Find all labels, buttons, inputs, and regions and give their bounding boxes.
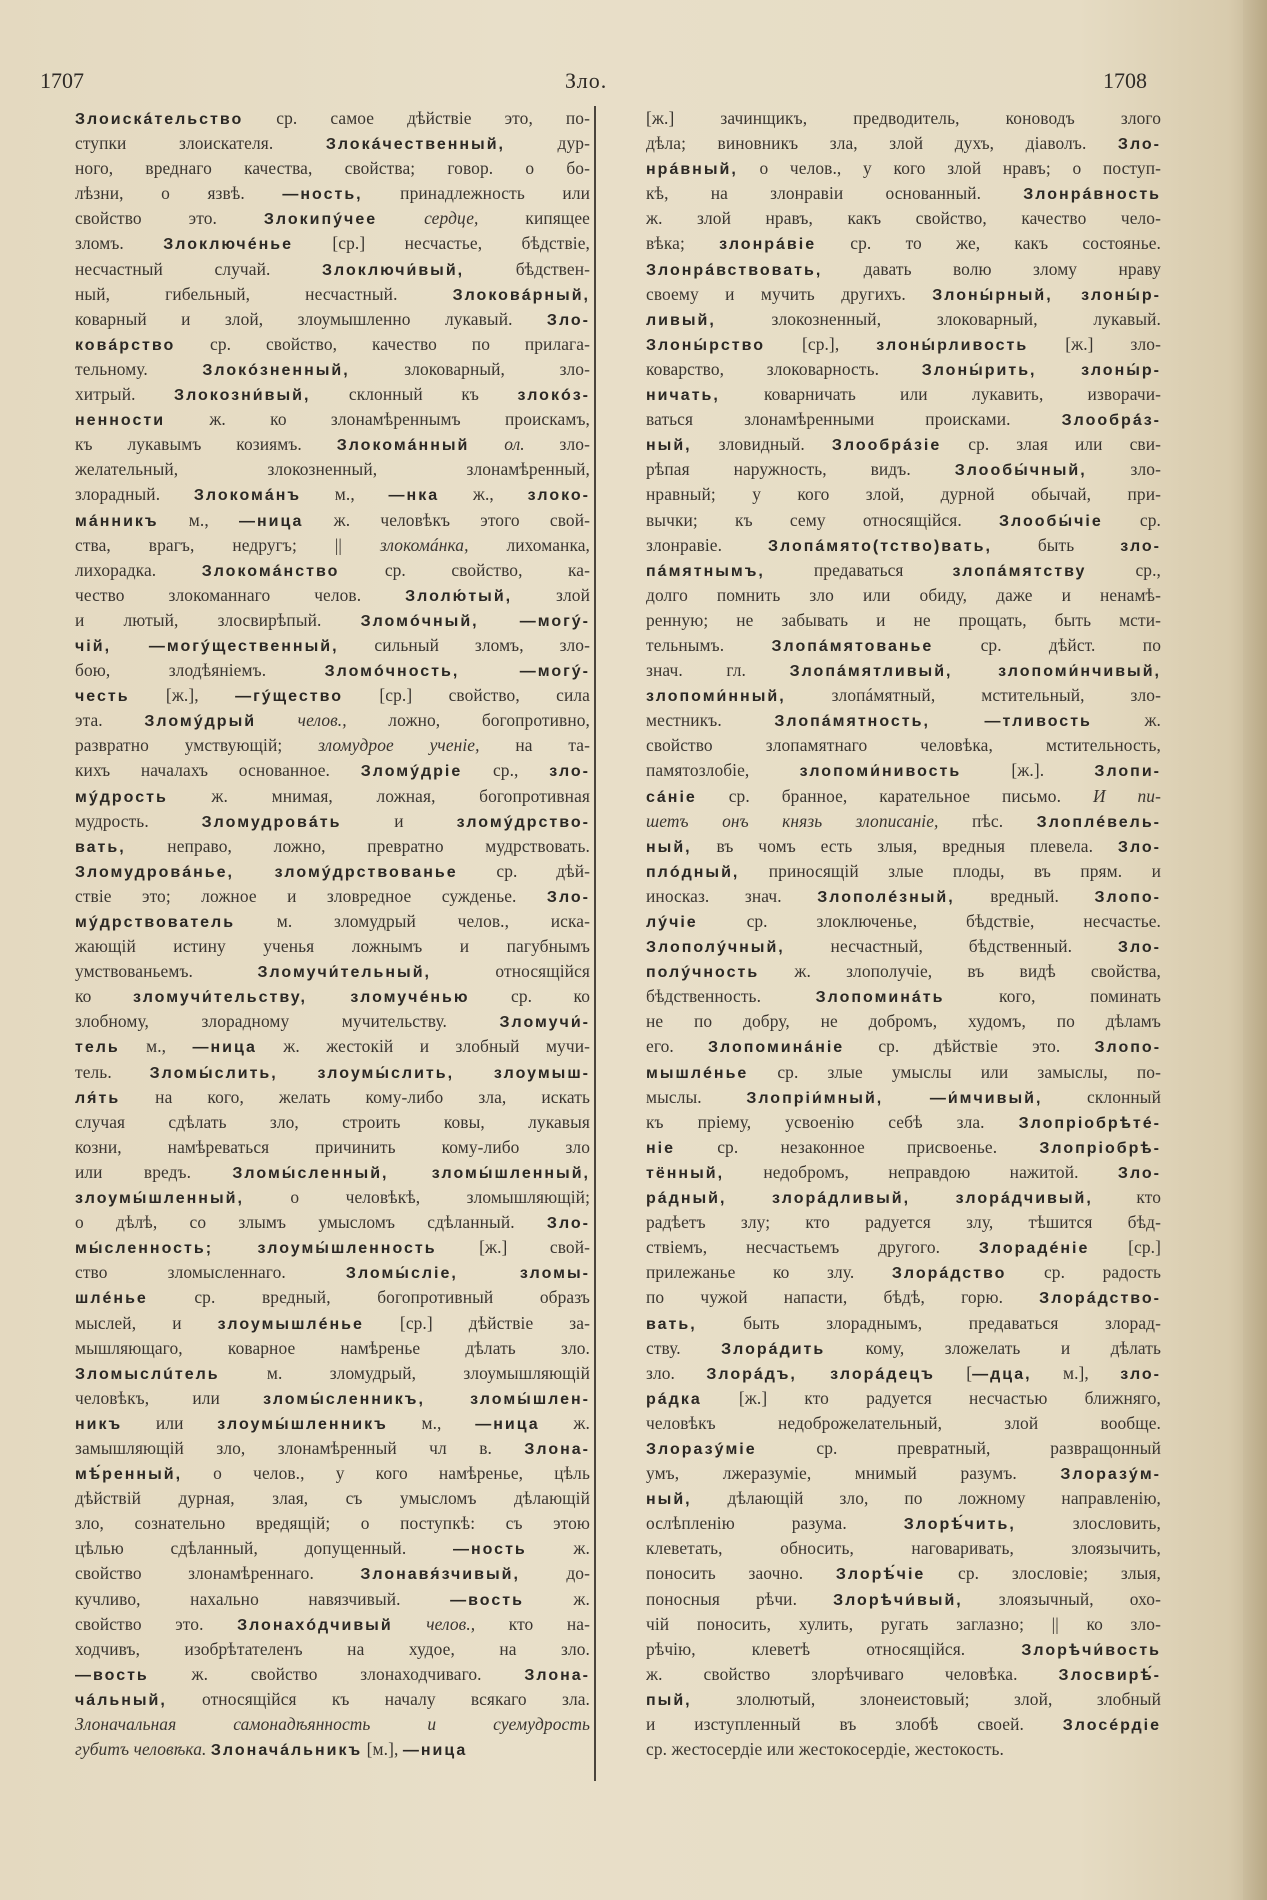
text-line: Злонрáвствовать, давать волю злому нраву xyxy=(646,258,1161,279)
text-line: сáніе ср. бранное, карательное письмо. И пи- xyxy=(646,785,1161,806)
text-line: зломъ. Злоключéнье [ср.] несчастье, бѣдствіе, xyxy=(75,233,590,254)
text-line: свойство злопамятнаго человѣка, мстительность, xyxy=(646,735,1161,756)
text-line: злобному, злорадному мучительству. Зломучи́- xyxy=(75,1011,590,1032)
text-line: ство зломысленнаго. Зломы́сліе, зломы- xyxy=(75,1262,590,1283)
text-line: развратно умствующій; зломудрое ученіе, на та- xyxy=(75,735,590,756)
text-line: нравный; у кого злой, дурной обычай, при- xyxy=(646,484,1161,505)
text-line: лихорадка. Злокомáнство ср. свойство, ка- xyxy=(75,559,590,580)
text-line: ж. злой нравъ, какъ свойство, качество чело- xyxy=(646,208,1161,229)
text-line: вать, быть злораднымъ, предаваться злорад- xyxy=(646,1312,1161,1333)
text-line: дѣйствій дурная, злая, съ умысломъ дѣлающій xyxy=(75,1488,590,1509)
text-line: тённый, недобромъ, неправдою нажитой. Зло- xyxy=(646,1161,1161,1182)
text-line: вычки; къ сему относящійся. Злообы́чіе ср. xyxy=(646,509,1161,530)
text-line: ср. жестосердіе или жестокосердіе, жестокость. xyxy=(646,1739,1005,1760)
text-line: своему и мучить другихъ. Злоны́рный, злоны́р- xyxy=(646,283,1161,304)
text-line: рѣчію, клеветѣ относящійся. Злорѣчи́вость xyxy=(646,1638,1161,1659)
page-edge-shadow xyxy=(1243,0,1267,1900)
text-line: ный, гибельный, несчастный. Злоковáрный, xyxy=(75,283,590,304)
text-line: Злоразýміе ср. превратный, развращонный xyxy=(646,1437,1161,1458)
text-line: бою, злодѣяніемъ. Зломóчность, —могý- xyxy=(75,660,590,681)
text-line: по чужой напасти, бѣдѣ, горю. Злорáдство- xyxy=(646,1287,1161,1308)
text-line: памятозлобіе, злопоми́нивость [ж.]. Злопи- xyxy=(646,760,1161,781)
text-line: Злополýчный, несчастный, бѣдственный. Зло- xyxy=(646,936,1161,957)
text-line: ковáрство ср. свойство, качество по прилага- xyxy=(75,333,590,354)
text-line: вѣка; злонрáвіе ср. то же, какъ состоянье. xyxy=(646,233,1161,254)
text-line: ходчивъ, изобрѣтателенъ на худое, на зло. xyxy=(75,1638,590,1659)
text-line: къ пріему, усвоенію себѣ зла. Злопріобрѣтé- xyxy=(646,1111,1161,1132)
text-line: долго помнить зло или обиду, даже и ненамѣ- xyxy=(646,584,1161,605)
text-line: дѣла; виновникъ зла, злой духъ, діаволъ. Зло- xyxy=(646,133,1161,154)
text-line: или вредъ. Зломы́сленный, зломы́шленный, xyxy=(75,1161,590,1182)
text-line: не по добру, не добромъ, худомъ, по дѣламъ xyxy=(646,1011,1161,1032)
text-line: ничать, коварничать или лукавить, изворачи- xyxy=(646,384,1161,405)
text-line: ваться злонамѣренными происками. Злообрá́з- xyxy=(646,409,1161,430)
text-line: ствіе это; ложное и зловредное сужденье. Зло- xyxy=(75,885,590,906)
text-line: чій поносить, хулить, ругать заглазно; || ко зло- xyxy=(646,1613,1161,1634)
text-line: Злоны́рство [ср.], злоны́рливость [ж.] зло- xyxy=(646,333,1161,354)
text-line: мыслей, и злоумышлéнье [ср.] дѣйствіе за- xyxy=(75,1312,590,1333)
text-line: рáдка [ж.] кто радуется несчастью ближняго, xyxy=(646,1387,1161,1408)
column-divider-rule xyxy=(594,106,596,1781)
text-line: свойство это. Злокипýчее сердце, кипящее xyxy=(75,208,590,229)
text-line: вать, неправо, ложно, превратно мудрствовать. xyxy=(75,835,590,856)
text-line: человѣкъ, или зломы́сленникъ, зломы́шлен- xyxy=(75,1387,590,1408)
text-line: къ лукавымъ козиямъ. Злокомáнный ол. зло- xyxy=(75,434,590,455)
text-line: честь [ж.], —гýщество [ср.] свойство, сила xyxy=(75,685,590,706)
text-line: кѣ, на злонравіи основанный. Злонрáвность xyxy=(646,183,1161,204)
text-line: рѣпая наружность, видъ. Злообы́чный, зло- xyxy=(646,459,1161,480)
text-line: пый, злолютый, злонеистовый; злой, злобный xyxy=(646,1688,1161,1709)
text-line: коварство, злоковарность. Злоны́рить, злоны́р- xyxy=(646,358,1161,379)
text-line: мыслы. Злопріи́мный, —и́мчивый, склонный xyxy=(646,1086,1161,1107)
text-line: клеветать, обносить, наговаривать, злоязычить, xyxy=(646,1538,1161,1559)
right-column xyxy=(646,106,1161,1762)
text-line: ненности ж. ко злонамѣреннымъ проискамъ, xyxy=(75,409,590,430)
text-line: Зломудровáнье, зломýдрствованье ср. дѣй- xyxy=(75,860,590,881)
text-line: ный, дѣлающій зло, по ложному направленію, xyxy=(646,1488,1161,1509)
text-line: —вость ж. свойство злонаходчиваго. Злона- xyxy=(75,1663,590,1684)
text-line: умствованьемъ. Зломучи́тельный, относящійся xyxy=(75,961,590,982)
text-line: ко зломучи́тельству, зломучéнью ср. ко xyxy=(75,986,590,1007)
text-line: знач. гл. Злопáмятливый, злопоми́нчивый, xyxy=(646,660,1161,681)
text-line: пáмятнымъ, предаваться злопáмятству ср., xyxy=(646,559,1161,580)
text-line: и лютый, злосвирѣпый. Зломóчный, —могý- xyxy=(75,609,590,630)
text-line: шлéнье ср. вредный, богопротивный образъ xyxy=(75,1287,590,1308)
text-line: кучливо, нахально навязчивый. —вость ж. xyxy=(75,1588,590,1609)
text-line: эта. Зломýдрый челов., ложно, богопротивно, xyxy=(75,710,590,731)
text-line: ству. Злорáдить кому, зложелать и дѣлать xyxy=(646,1337,1161,1358)
text-line: ливый, злокозненный, злоковарный, лукавый. xyxy=(646,308,1161,329)
text-line: злоумы́шленный, о человѣкѣ, зломышляющій; xyxy=(75,1187,590,1208)
text-line: ный, въ чомъ есть злыя, вредныя плевела. Зло- xyxy=(646,835,1161,856)
text-line: ніе ср. незаконное присвоенье. Злопріобрѣ- xyxy=(646,1136,1161,1157)
text-line: умъ, лжеразуміе, мнимый разумъ. Злоразýм- xyxy=(646,1463,1161,1484)
text-line: мѣ́ренный, о челов., у кого намѣренье, цѣль xyxy=(75,1463,590,1484)
text-line: Зломыслúтель м. зломудрый, злоумышляющій xyxy=(75,1362,590,1383)
text-line: и изступленный въ злобѣ своей. Злосéрдіе xyxy=(646,1714,1161,1734)
text-line: полýчность ж. злополучіе, въ видѣ свойства, xyxy=(646,961,1161,982)
text-line: козни, намѣреваться причинить кому-либо зло xyxy=(75,1136,590,1157)
text-line: Злоначальная самонадѣянность и суемудрость xyxy=(75,1714,590,1734)
text-line: бѣдственность. Злопоминáть кого, поминать xyxy=(646,986,1161,1007)
text-line: прилежанье ко злу. Злорáдство ср. радость xyxy=(646,1262,1161,1283)
text-line: злонравіе. Злопáмято(тство)вать, быть зло- xyxy=(646,534,1161,555)
text-line: злорадный. Злокомáнъ м., —нка ж., злоко- xyxy=(75,484,590,505)
text-line: зло, сознательно вредящій; о поступкѣ: съ этою xyxy=(75,1513,590,1534)
text-line: радѣетъ злу; кто радуется злу, тѣшится бѣд- xyxy=(646,1212,1161,1233)
text-line: тельному. Злокóзненный, злоковарный, зло- xyxy=(75,358,590,379)
text-line: ступки злоискателя. Злокáчественный, дур- xyxy=(75,133,590,154)
text-line: тельнымъ. Злопáмятованье ср. дѣйст. по xyxy=(646,634,1161,655)
text-line: мýдрость ж. мнимая, ложная, богопротивная xyxy=(75,785,590,806)
text-line: человѣкъ недоброжелательный, злой вообще. xyxy=(646,1412,1161,1433)
text-line: мы́сленность; злоумы́шленность [ж.] свой- xyxy=(75,1237,590,1258)
text-line: случая сдѣлать зло, строить ковы, лукавыя xyxy=(75,1111,590,1132)
text-line: жающій истину ученья ложнымъ и пагубнымъ xyxy=(75,936,590,957)
text-line: цѣлью сдѣланный, допущенный. —ность ж. xyxy=(75,1538,590,1559)
text-line: поносить заочно. Злорѣ́чіе ср. злословіе; злыя, xyxy=(646,1563,1161,1584)
text-line: лýчіе ср. злоключенье, бѣдствіе, несчастье. xyxy=(646,911,1161,931)
text-line: хитрый. Злокозни́вый, склонный къ злокóз- xyxy=(75,384,590,405)
text-line: тель. Зломы́слить, злоумы́слить, злоумыш- xyxy=(75,1061,590,1082)
text-line: рáдный, злорáдливый, злорáдчивый, кто xyxy=(646,1187,1161,1208)
text-line: поносныя рѣчи. Злорѣчи́вый, злоязычный, охо- xyxy=(646,1588,1161,1609)
text-line: местникъ. Злопáмятность, —тливость ж. xyxy=(646,710,1161,731)
text-line: шетъ онъ князь злописаніе, пѣс. Злоплéвель- xyxy=(646,810,1161,831)
text-line: лѣзни, о язвѣ. —ность, принадлежность или xyxy=(75,183,590,204)
text-line: мýдрствователь м. зломудрый челов., иска- xyxy=(75,911,590,931)
text-line: ренную; не забывать и не прощать, быть мсти- xyxy=(646,609,1161,630)
text-line: мышлéнье ср. злые умыслы или замыслы, по- xyxy=(646,1061,1161,1082)
text-line: злопоми́нный, злопáмятный, мстительный, зло- xyxy=(646,685,1161,706)
text-line: чій, —могýщественный, сильный зломъ, зло- xyxy=(75,634,590,655)
text-line: мáнникъ м., —ница ж. человѣкъ этого свой- xyxy=(75,509,590,530)
text-line: мудрость. Зломудровáть и зломýдрство- xyxy=(75,810,590,831)
text-line: тель м., —ница ж. жестокій и злобный мучи- xyxy=(75,1036,590,1057)
text-line: ж. свойство злорѣчиваго человѣка. Злосвирѣ́- xyxy=(646,1663,1161,1684)
text-line: ного, вреднаго качества, свойства; говор. о бо- xyxy=(75,158,590,179)
text-line: чáльный, относящійся къ началу всякаго зла. xyxy=(75,1688,590,1709)
text-line: коварный и злой, злоумышленно лукавый. Зло- xyxy=(75,308,590,329)
text-line: о дѣлѣ, со злымъ умысломъ сдѣланный. Зло- xyxy=(75,1212,590,1233)
text-line: свойство это. Злонахóдчивый челов., кто на- xyxy=(75,1613,590,1634)
text-line: ля́ть на кого, желать кому-либо зла, искать xyxy=(75,1086,590,1107)
text-line: [ж.] зачинщикъ, предводитель, коноводъ злого xyxy=(646,108,1161,128)
text-line: ствіемъ, несчастьемъ другого. Злорадéніе [ср.] xyxy=(646,1237,1161,1258)
text-line: замышляющій зло, злонамѣренный чл в. Злона- xyxy=(75,1437,590,1458)
text-line: мышляющаго, коварное намѣренье дѣлать зло. xyxy=(75,1337,590,1358)
text-line: никъ или злоумы́шленникъ м., —ница ж. xyxy=(75,1412,590,1433)
text-line: нрáвный, о челов., у кого злой нравъ; о поступ- xyxy=(646,158,1161,179)
text-line: иносказ. знач. Злополéзный, вредный. Злопо- xyxy=(646,885,1161,906)
left-column xyxy=(75,106,590,1762)
page-number-right: 1708 xyxy=(1103,68,1147,93)
running-head-title: Зло. xyxy=(565,68,608,93)
text-line: ства, врагъ, недругъ; || злокомáнка, лихоманка, xyxy=(75,534,590,555)
text-line: желательный, злокозненный, злонамѣренный, xyxy=(75,459,590,480)
text-line: губитъ человѣка. Злоначáльникъ [м.], —ница xyxy=(75,1739,468,1760)
text-line: зло. Злорáдъ, злорáдецъ [—дца, м.], зло- xyxy=(646,1362,1161,1383)
text-line: Злоискáтельство ср. самое дѣйствіе это, по- xyxy=(75,108,590,128)
text-line: свойство злонамѣреннаго. Злонавя́зчивый, до- xyxy=(75,1563,590,1584)
text-line: плóдный, приносящій злые плоды, въ прям. и xyxy=(646,860,1161,881)
text-line: несчастный случай. Злоключи́вый, бѣдствен- xyxy=(75,258,590,279)
text-line: чество злокоманнаго челов. Злолю́тый, злой xyxy=(75,584,590,605)
text-line: кихъ началахъ основанное. Зломýдріе ср., зло- xyxy=(75,760,590,781)
text-line: ный, зловидный. Злообрáзіе ср. злая или сви- xyxy=(646,434,1161,455)
page-number-left: 1707 xyxy=(40,68,84,93)
text-line: ослѣпленію разума. Злорѣ́чить, злословить, xyxy=(646,1513,1161,1534)
text-line: его. Злопоминáніе ср. дѣйствіе это. Злопо- xyxy=(646,1036,1161,1057)
